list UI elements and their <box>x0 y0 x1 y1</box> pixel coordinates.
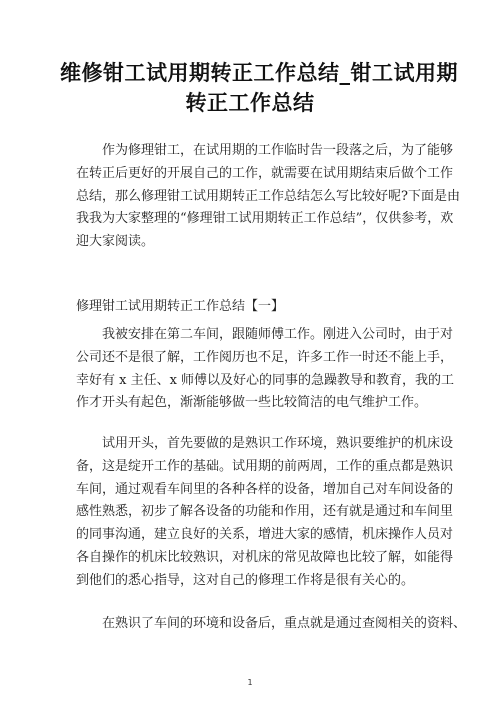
title-line: 维修钳工试用期转正工作总结_钳工试用期 <box>60 61 458 85</box>
text-line: 车间，通过观看车间里的各种各样的设备，增加自己对车间设备的 <box>76 481 454 497</box>
text-line: 我被安排在第二车间，跟随师傅工作。刚进入公司时，由于对 <box>102 327 454 342</box>
text-line: 作才开头有起色，渐渐能够做一些比较简洁的电气维护工作。 <box>76 395 428 411</box>
intro-paragraph <box>76 140 460 254</box>
text-line: 迎大家阅读。 <box>76 234 155 250</box>
body-paragraph-2 <box>76 433 454 593</box>
section-heading <box>76 296 428 319</box>
text-line: 幸好有 x 主任、x 师傅以及好心的同事的急躁教导和教育，我的工 <box>76 372 455 388</box>
body-paragraph-1 <box>76 324 455 415</box>
page-number: 1 <box>247 678 253 687</box>
title-line: 转正工作总结 <box>185 91 315 115</box>
body-paragraph-3 <box>76 613 467 636</box>
text-line: 感性熟悉，初步了解各设备的功能和作用，还有就是通过和车间里 <box>76 504 454 520</box>
text-line: 我我为大家整理的“修理钳工试用期转正工作总结”，仅供参考，欢 <box>76 211 454 227</box>
text-line: 公司还不是很了解，工作阅历也不足，许多工作一时还不能上手， <box>76 349 454 365</box>
text-line: 备，这是绽开工作的基础。试用期的前两周，工作的重点都是熟识 <box>76 458 454 474</box>
text-line: 在熟识了车间的环境和设备后，重点就是通过查阅相关的资料、 <box>102 616 467 631</box>
text-line: 的同事沟通，建立良好的关系，增进大家的感情，机床操作人员对 <box>76 527 454 543</box>
section-heading-text: 修理钳工试用期转正工作总结【一】 <box>76 299 285 314</box>
text-line: 到他们的悉心指导，这对自己的修理工作将是很有关心的。 <box>76 572 415 588</box>
text-line: 总结，那么修理钳工试用期转正工作总结怎么写比较好呢?下面是由 <box>76 188 460 204</box>
document-title <box>60 58 458 118</box>
text-line: 试用开头，首先要做的是熟识工作环境，熟识要维护的机床设 <box>102 436 454 451</box>
text-line: 在转正后更好的开展自己的工作，就需要在试用期结束后做个工作 <box>76 165 454 181</box>
text-line: 作为修理钳工，在试用期的工作临时告一段落之后，为了能够 <box>102 143 454 158</box>
text-line: 各自操作的机床比较熟识，对机床的常见故障也比较了解，如能得 <box>76 549 454 565</box>
